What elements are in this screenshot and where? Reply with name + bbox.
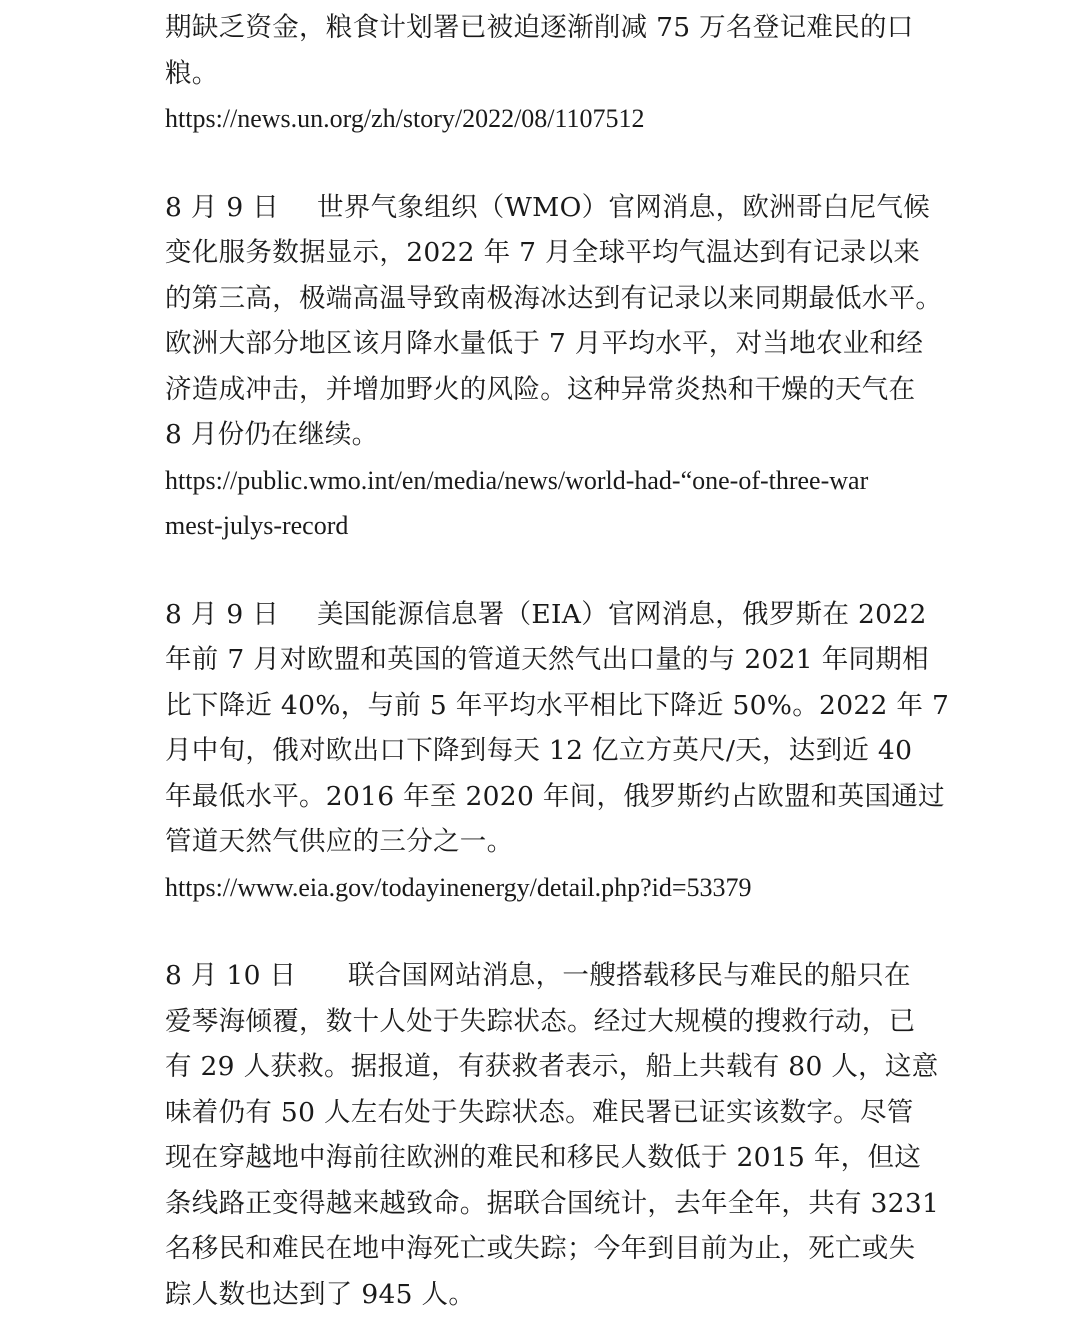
text-line: 美国能源信息署（EIA）官网消息，俄罗斯在 2022 [317, 599, 927, 630]
text-line: 踪人数也达到了 945 人。 [165, 1272, 925, 1317]
news-entry-wmo [165, 185, 925, 549]
document-page [165, 5, 925, 1317]
text-line: 现在穿越地中海前往欧洲的难民和移民人数低于 2015 年，但这 [165, 1135, 925, 1181]
source-url[interactable]: mest-julys-record [165, 503, 925, 549]
text-line: 粮。 [165, 51, 925, 97]
text-line: 管道天然气供应的三分之一。 [165, 819, 925, 865]
text-line: 年前 7 月对欧盟和英国的管道天然气出口量的与 2021 年同期相 [165, 637, 925, 683]
source-url[interactable]: https://news.un.org/zh/story/2022/08/1107512 [165, 96, 925, 142]
text-line: 比下降近 40%，与前 5 年平均水平相比下降近 50%。2022 年 7 [165, 683, 925, 729]
entry-date: 8 月 9 日 [165, 185, 317, 231]
entry-first-line [165, 592, 925, 638]
text-line: 月中旬，俄对欧出口下降到每天 12 亿立方英尺/天，达到近 40 [165, 728, 925, 774]
text-line: 济造成冲击，并增加野火的风险。这种异常炎热和干燥的天气在 [165, 367, 925, 413]
text-line: 条线路正变得越来越致命。据联合国统计，去年全年，共有 3231 [165, 1181, 925, 1227]
entry-first-line [165, 953, 925, 999]
text-line: 变化服务数据显示，2022 年 7 月全球平均气温达到有记录以来 [165, 230, 925, 276]
text-line: 8 月份仍在继续。 [165, 412, 925, 458]
text-line: 有 29 人获救。据报道，有获救者表示，船上共载有 80 人，这意 [165, 1044, 925, 1090]
news-entry-un [165, 953, 925, 1317]
text-line: 名移民和难民在地中海死亡或失踪；今年到目前为止，死亡或失 [165, 1226, 925, 1272]
source-url[interactable]: https://public.wmo.int/en/media/news/world-had-“one-of-three-war [165, 458, 925, 504]
text-line: 世界气象组织（WMO）官网消息，欧洲哥白尼气候 [317, 192, 930, 223]
text-line: 联合国网站消息，一艘搭载移民与难民的船只在 [348, 960, 911, 991]
text-line: 期缺乏资金，粮食计划署已被迫逐渐削减 75 万名登记难民的口 [165, 5, 925, 51]
source-url[interactable]: https://www.eia.gov/todayinenergy/detail.php?id=53379 [165, 865, 925, 911]
text-line: 的第三高，极端高温导致南极海冰达到有记录以来同期最低水平。 [165, 276, 925, 322]
text-line: 爱琴海倾覆，数十人处于失踪状态。经过大规模的搜救行动，已 [165, 999, 925, 1045]
entry-first-line [165, 185, 925, 231]
intro-block [165, 5, 925, 142]
news-entry-eia [165, 592, 925, 911]
text-line: 味着仍有 50 人左右处于失踪状态。难民署已证实该数字。尽管 [165, 1090, 925, 1136]
text-line: 欧洲大部分地区该月降水量低于 7 月平均水平，对当地农业和经 [165, 321, 925, 367]
entry-date: 8 月 10 日 [165, 953, 348, 999]
text-line: 年最低水平。2016 年至 2020 年间，俄罗斯约占欧盟和英国通过 [165, 774, 925, 820]
entry-date: 8 月 9 日 [165, 592, 317, 638]
